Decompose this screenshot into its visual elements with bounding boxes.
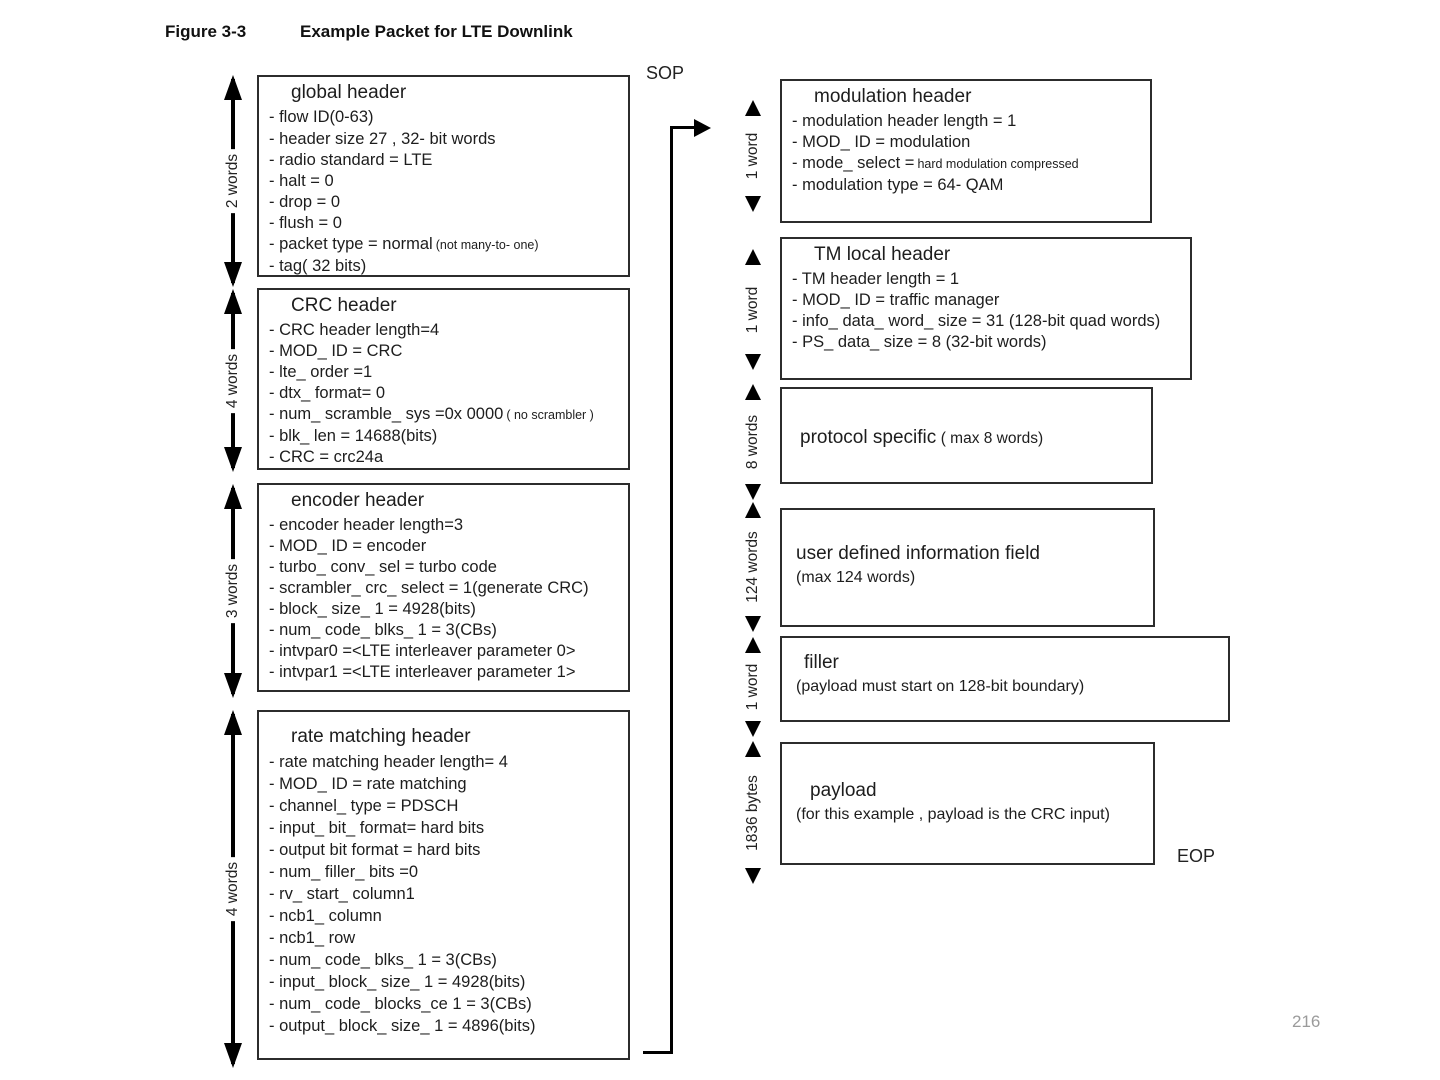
size-label: 4 words (224, 348, 242, 412)
arrow-up-icon (224, 75, 242, 100)
filler-box (780, 636, 1230, 722)
figure-title: Example Packet for LTE Downlink (300, 22, 573, 41)
box-note: (max 124 words) (796, 569, 916, 586)
field-text: - modulation type = 64- QAM (792, 176, 1004, 194)
size-label: 1836 bytes (744, 770, 762, 856)
box-title: encoder header (291, 490, 425, 511)
field-line (269, 599, 622, 620)
field-line (269, 447, 622, 468)
field-text: - MOD_ ID = rate matching (269, 775, 467, 793)
field-line (792, 175, 1144, 196)
field-line (792, 332, 1184, 353)
sop-label: SOP (646, 63, 685, 83)
field-text: - intvpar0 =<LTE interleaver parameter 0> (269, 642, 576, 660)
field-line (269, 107, 622, 129)
box-note: (for this example , payload is the CRC input) (796, 806, 1110, 823)
field-text: - flow ID(0-63) (269, 108, 374, 126)
global-header-size-arrow (223, 75, 243, 287)
field-note: ( no scrambler ) (506, 408, 594, 422)
field-text: - input_ block_ size_ 1 = 4928(bits) (269, 973, 526, 991)
size-label: 8 words (744, 410, 762, 474)
field-line (269, 662, 622, 683)
field-line (269, 861, 622, 883)
field-line (269, 383, 622, 404)
protocol-specific-size-arrow (743, 384, 763, 500)
field-text: - info_ data_ word_ size = 31 (128-bit quad words) (792, 312, 1161, 330)
crc-header-box (257, 288, 630, 470)
arrow-down-icon (224, 673, 242, 698)
field-line (269, 234, 622, 256)
field-text: - block_ size_ 1 = 4928(bits) (269, 600, 476, 618)
field-line (269, 320, 622, 341)
field-line (792, 153, 1144, 175)
arrow-up-icon (745, 637, 761, 653)
field-line (269, 192, 622, 213)
global-header-box (257, 75, 630, 277)
box-title: TM local header (814, 244, 951, 265)
field-line (792, 426, 1043, 451)
arrow-up-icon (224, 484, 242, 509)
payload-box (780, 742, 1155, 865)
field-line (792, 269, 1184, 290)
field-line (792, 132, 1144, 153)
size-label: 3 words (224, 559, 242, 623)
arrow-down-icon (224, 1043, 242, 1068)
field-text: - tag( 32 bits) (269, 257, 367, 275)
crc-header-size-arrow (223, 289, 243, 472)
arrow-up-icon (745, 384, 761, 400)
field-text: - intvpar1 =<LTE interleaver parameter 1> (269, 663, 576, 681)
field-text: - rv_ start_ column1 (269, 885, 415, 903)
field-text: - channel_ type = PDSCH (269, 797, 459, 815)
field-text: - MOD_ ID = modulation (792, 133, 971, 151)
arrow-up-icon (745, 249, 761, 265)
box-note: (payload must start on 128-bit boundary) (796, 678, 1085, 695)
field-line (269, 1015, 622, 1037)
field-text: - mode_ select = (792, 154, 915, 172)
modulation-size-arrow (743, 100, 763, 212)
field-line (269, 927, 622, 949)
page-number: 216 (1292, 1012, 1321, 1031)
field-line (269, 536, 622, 557)
field-line (269, 971, 622, 993)
field-text: - encoder header length=3 (269, 516, 464, 534)
field-line (269, 129, 622, 150)
sop-arrowhead-icon (694, 119, 711, 137)
field-line (269, 795, 622, 817)
box-title: payload (810, 780, 877, 801)
field-line (269, 557, 622, 578)
field-text: - output_ block_ size_ 1 = 4896(bits) (269, 1017, 536, 1035)
arrow-up-icon (745, 100, 761, 116)
field-text: - packet type = normal (269, 235, 433, 253)
rate-matching-size-arrow (223, 710, 243, 1068)
tm-local-header-box (780, 237, 1192, 380)
arrow-down-icon (745, 616, 761, 632)
field-text: - turbo_ conv_ sel = turbo code (269, 558, 497, 576)
field-text: - lte_ order =1 (269, 363, 373, 381)
arrow-up-icon (745, 741, 761, 757)
field-line (269, 773, 622, 795)
field-text: - output bit format = hard bits (269, 841, 481, 859)
field-text: - scrambler_ crc_ select = 1(generate CRC) (269, 579, 589, 597)
field-text: - TM header length = 1 (792, 270, 960, 288)
field-text: - dtx_ format= 0 (269, 384, 386, 402)
field-line (269, 171, 622, 192)
box-note: ( max 8 words) (940, 429, 1044, 447)
field-line (269, 256, 622, 277)
user-defined-size-arrow (743, 502, 763, 632)
field-text: - ncb1_ column (269, 907, 382, 925)
size-label: 1 word (744, 659, 762, 716)
field-line (269, 578, 622, 599)
payload-size-arrow (743, 741, 763, 884)
figure-label: Figure 3-3 (165, 22, 247, 41)
sop-connector-top-line (670, 126, 696, 129)
arrow-down-icon (745, 196, 761, 212)
field-text: - CRC = crc24a (269, 448, 384, 466)
field-line (269, 817, 622, 839)
modulation-header-box (780, 79, 1152, 223)
field-line (792, 290, 1184, 311)
field-line (269, 839, 622, 861)
protocol-specific-box (780, 387, 1153, 484)
field-text: - flush = 0 (269, 214, 342, 232)
field-line (792, 311, 1184, 332)
arrow-down-icon (224, 447, 242, 472)
field-line (269, 905, 622, 927)
size-label: 4 words (224, 857, 242, 921)
field-text: - num_ code_ blks_ 1 = 3(CBs) (269, 951, 497, 969)
filler-size-arrow (743, 637, 763, 737)
field-text: - radio standard = LTE (269, 151, 433, 169)
arrow-down-icon (745, 484, 761, 500)
arrow-up-icon (745, 502, 761, 518)
field-text: - PS_ data_ size = 8 (32-bit words) (792, 333, 1047, 351)
encoder-header-box (257, 483, 630, 692)
rate-matching-header-box (257, 710, 630, 1060)
field-text: - input_ bit_ format= hard bits (269, 819, 485, 837)
field-text: - rate matching header length= 4 (269, 753, 508, 771)
field-text: - MOD_ ID = CRC (269, 342, 403, 360)
field-line (269, 949, 622, 971)
field-text: - MOD_ ID = encoder (269, 537, 427, 555)
arrow-up-icon (224, 289, 242, 314)
field-text: - modulation header length = 1 (792, 112, 1017, 130)
field-line (269, 341, 622, 362)
encoder-header-size-arrow (223, 484, 243, 698)
arrow-up-icon (224, 710, 242, 735)
field-text: - drop = 0 (269, 193, 341, 211)
field-note: hard modulation compressed (917, 157, 1079, 171)
box-title: CRC header (291, 295, 397, 316)
field-text: - num_ scramble_ sys =0x 0000 (269, 405, 504, 423)
field-text: - MOD_ ID = traffic manager (792, 291, 1000, 309)
box-title: user defined information field (796, 543, 1040, 564)
sop-connector-bottom-line (643, 1051, 673, 1054)
box-title: protocol specific (800, 426, 937, 448)
user-defined-information-box (780, 508, 1155, 627)
field-line (269, 515, 622, 536)
field-line (792, 111, 1144, 132)
field-text: - num_ code_ blocks_ce 1 = 3(CBs) (269, 995, 532, 1013)
field-text: - ncb1_ row (269, 929, 356, 947)
arrow-down-icon (745, 721, 761, 737)
field-line (269, 213, 622, 234)
field-line (269, 150, 622, 171)
field-text: - blk_ len = 14688(bits) (269, 427, 438, 445)
field-line (269, 404, 622, 426)
field-text: - halt = 0 (269, 172, 334, 190)
arrow-down-icon (745, 868, 761, 884)
size-label: 2 words (224, 149, 242, 213)
arrow-down-icon (745, 354, 761, 370)
box-title: modulation header (814, 86, 972, 107)
field-note: (not many-to- one) (435, 238, 539, 252)
field-line (269, 883, 622, 905)
eop-label: EOP (1177, 846, 1216, 866)
field-line (269, 751, 622, 773)
field-text: - num_ filler_ bits =0 (269, 863, 419, 881)
field-text: - num_ code_ blks_ 1 = 3(CBs) (269, 621, 497, 639)
sop-connector-vertical-line (670, 128, 673, 1054)
box-title: global header (291, 82, 407, 103)
size-label: 1 word (744, 128, 762, 185)
field-line (269, 426, 622, 447)
box-title: rate matching header (291, 726, 471, 747)
field-line (269, 620, 622, 641)
field-line (269, 362, 622, 383)
field-text: - CRC header length=4 (269, 321, 440, 339)
box-title: filler (804, 652, 839, 673)
tm-local-size-arrow (743, 249, 763, 370)
field-line (269, 641, 622, 662)
field-text: - header size 27 , 32- bit words (269, 130, 496, 148)
size-label: 124 words (744, 526, 762, 608)
arrow-down-icon (224, 262, 242, 287)
size-label: 1 word (744, 281, 762, 338)
field-line (269, 993, 622, 1015)
